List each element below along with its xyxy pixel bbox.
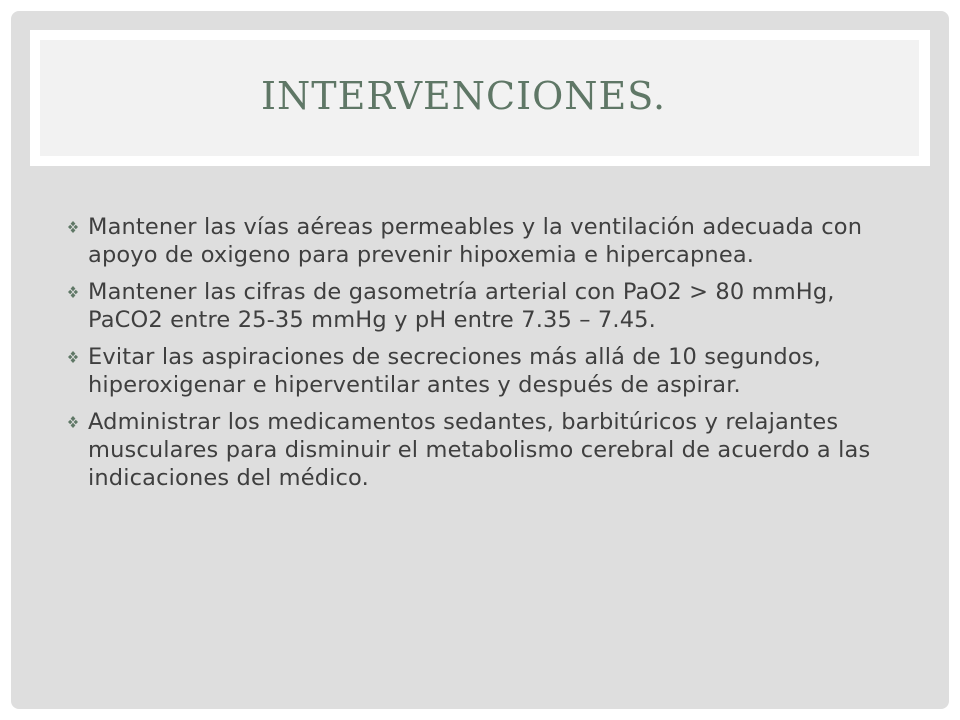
diamond-bullet-icon [68, 221, 84, 233]
diamond-bullet-icon [68, 416, 84, 428]
diamond-bullet-icon [68, 351, 84, 363]
bullet-text: Administrar los medicamentos sedantes, barbitúricos y relajantes musculares para disminuir el metabolismo cerebral de acuerdo a las indicaciones del médico. [88, 409, 871, 491]
slide-title: INTERVENCIONES. [261, 74, 667, 118]
bullet-item [68, 278, 888, 334]
bullet-list [68, 213, 888, 501]
bullet-text: Evitar las aspiraciones de secreciones más allá de 10 segundos, hiperoxigenar e hiperventilar antes y después de aspirar. [88, 344, 821, 398]
bullet-item [68, 213, 888, 269]
bullet-text: Mantener las vías aéreas permeables y la ventilación adecuada con apoyo de oxigeno para prevenir hipoxemia e hipercapnea. [88, 214, 863, 268]
bullet-text: Mantener las cifras de gasometría arterial con PaO2 > 80 mmHg, PaCO2 entre 25-35 mmHg y pH entre 7.35 – 7.45. [88, 279, 835, 333]
diamond-bullet-icon [68, 286, 84, 298]
bullet-item [68, 343, 888, 399]
bullet-item [68, 408, 888, 492]
